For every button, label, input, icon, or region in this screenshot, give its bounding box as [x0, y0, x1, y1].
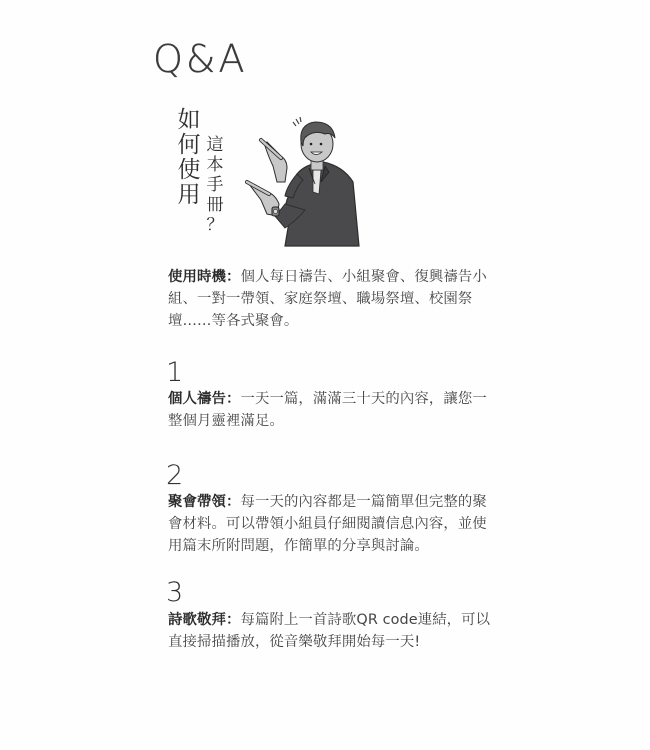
section-label: 個人禱告：	[168, 391, 241, 407]
heading-char: 用	[177, 182, 201, 208]
heading-char: 何	[177, 132, 201, 158]
vertical-heading-sub	[205, 135, 225, 235]
usage-intro-text: 個人每日禱告、小組聚會、復興禱告小組、一對一帶領、家庭祭壇、職場祭壇、校園祭壇……等各式聚會。	[168, 269, 487, 329]
section-paragraph	[168, 609, 493, 653]
section-text: 每篇附上一首詩歌QR code連結，可以直接掃描播放，從音樂敬拜開始每一天!	[168, 612, 491, 650]
section-label: 詩歌敬拜：	[168, 612, 241, 628]
heading-char: 冊	[206, 195, 224, 215]
page-title: Q&A	[153, 37, 248, 81]
vertical-heading-main	[176, 108, 202, 208]
heading-char: 手	[206, 175, 224, 195]
man-pointing-illustration	[245, 112, 365, 247]
section-text: 每一天的內容都是一篇簡單但完整的聚會材料。可以帶領小組員仔細閱讀信息內容，並使用篇末所附問題，作簡單的分享與討論。	[168, 494, 487, 554]
section-paragraph	[168, 388, 493, 432]
usage-intro-paragraph	[168, 266, 493, 332]
section-label: 聚會帶領：	[168, 494, 241, 510]
section-paragraph	[168, 491, 493, 557]
heading-char: 如	[177, 107, 201, 133]
usage-intro-label: 使用時機：	[168, 269, 241, 285]
section-number: 3	[166, 577, 184, 608]
heading-char: ？	[206, 215, 224, 235]
section-number: 2	[166, 460, 184, 491]
section-number: 1	[166, 357, 184, 388]
heading-char: 使	[177, 157, 201, 183]
heading-char: 這	[206, 135, 224, 155]
heading-char: 本	[206, 155, 224, 175]
section-text: 一天一篇，滿滿三十天的內容，讓您一整個月靈裡滿足。	[168, 391, 487, 429]
